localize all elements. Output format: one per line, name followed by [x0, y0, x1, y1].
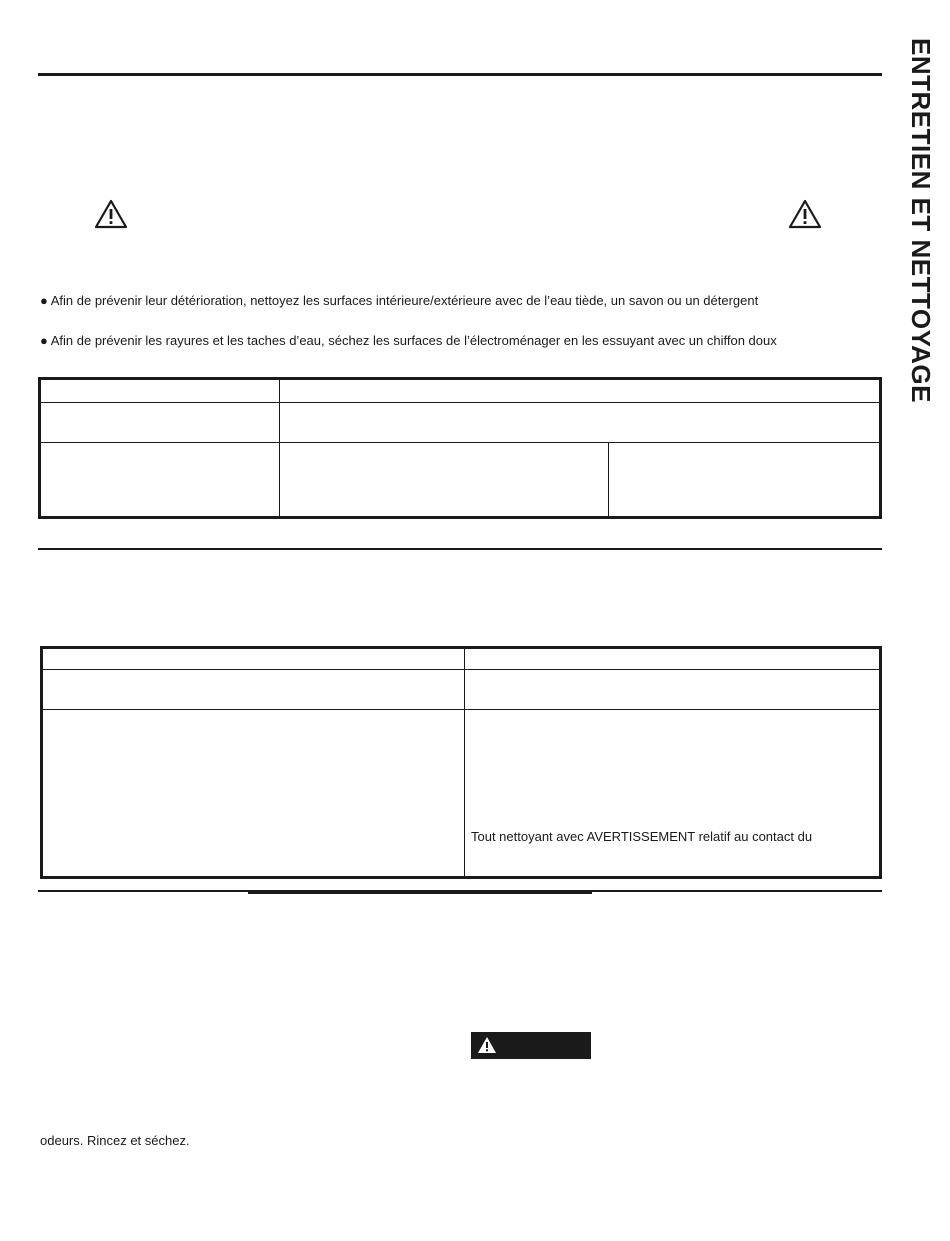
- table-cell: [42, 710, 465, 878]
- table-cell: [465, 710, 881, 878]
- rinse-instruction: odeurs. Rincez et séchez.: [40, 1133, 190, 1148]
- cleaning-table-2: [40, 646, 882, 879]
- table-header-cell: [40, 379, 280, 403]
- top-rule: [38, 73, 882, 76]
- bullet-item: ● Afin de prévenir les rayures et les taches d’eau, séchez les surfaces de l’électroménager en les essuyant avec un chiffon doux: [40, 333, 777, 348]
- table-cell: [40, 443, 280, 518]
- table-cell: [609, 443, 881, 518]
- table-header-cell: [465, 648, 881, 670]
- cleaner-warning-text: Tout nettoyant avec AVERTISSEMENT relatif au contact du: [471, 829, 813, 844]
- table-cell: [42, 670, 465, 710]
- warning-triangle-icon: [788, 199, 822, 229]
- bullet-item: ● Afin de prévenir leur détérioration, nettoyez les surfaces intérieure/extérieure avec de l’eau tiède, un savon ou un détergent: [40, 293, 759, 308]
- table-cell: [280, 443, 609, 518]
- section-title: ENTRETIEN ET NETTOYAGE: [906, 38, 936, 403]
- table-header-cell: [42, 648, 465, 670]
- table-cell: [40, 403, 280, 443]
- cleaning-table-1: [38, 377, 882, 519]
- table-cell: [465, 670, 881, 710]
- table-header-cell: [280, 379, 881, 403]
- table-cell: [280, 403, 881, 443]
- warning-label: [471, 1032, 591, 1059]
- warning-triangle-icon: [94, 199, 128, 229]
- section-rule-accent: [248, 892, 592, 894]
- warning-triangle-icon: [477, 1036, 497, 1054]
- section-rule: [38, 548, 882, 550]
